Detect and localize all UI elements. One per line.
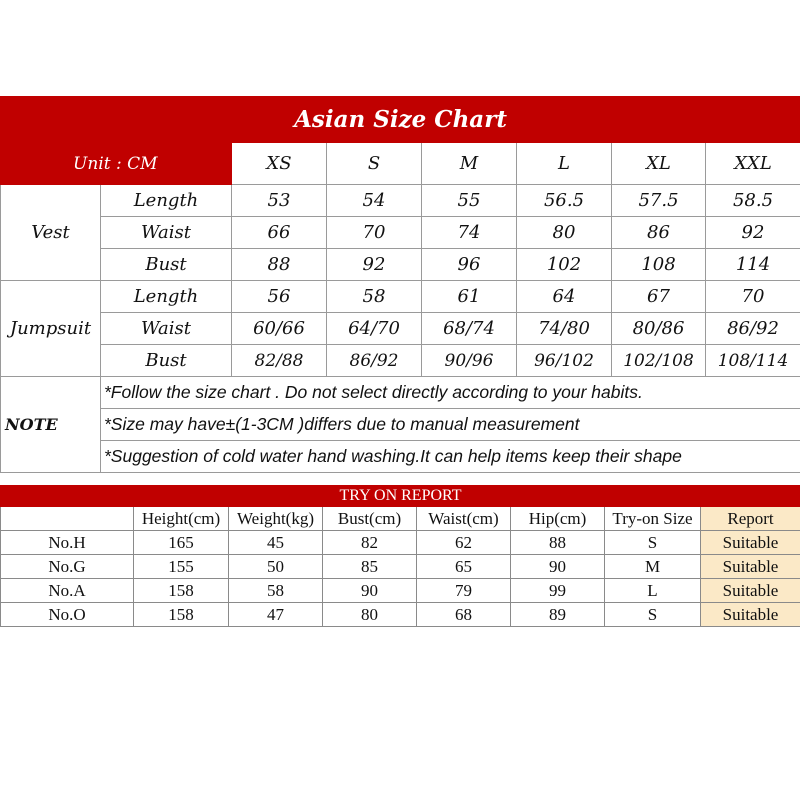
- size-value: 82/88: [232, 345, 327, 377]
- size-value: 74: [422, 217, 517, 249]
- size-value: 92: [706, 217, 800, 249]
- report-header-row: [1, 507, 800, 531]
- size-value: 56: [232, 281, 327, 313]
- size-value: 108/114: [706, 345, 800, 377]
- report-cell: 165: [134, 531, 229, 555]
- report-status: Suitable: [701, 579, 800, 603]
- size-value: 86/92: [706, 313, 800, 345]
- report-cell: 90: [511, 555, 605, 579]
- report-cell: 85: [323, 555, 417, 579]
- size-value: 67: [612, 281, 706, 313]
- report-cell: 155: [134, 555, 229, 579]
- size-value: 90/96: [422, 345, 517, 377]
- size-value: 54: [327, 185, 422, 217]
- jumpsuit-waist-row: [1, 313, 800, 345]
- report-header: Hip(cm): [511, 507, 605, 531]
- report-header: Waist(cm): [417, 507, 511, 531]
- size-value: 64: [517, 281, 612, 313]
- report-header: [1, 507, 134, 531]
- note-line: *Size may have±(1-3CM )differs due to manual measurement: [101, 409, 800, 441]
- size-value: 102/108: [612, 345, 706, 377]
- model-id: No.H: [1, 531, 134, 555]
- size-value: 86: [612, 217, 706, 249]
- asian-size-chart: [0, 96, 800, 473]
- report-cell: 47: [229, 603, 323, 627]
- note-row: [1, 441, 800, 473]
- size-value: 80/86: [612, 313, 706, 345]
- measure-label: Waist: [101, 313, 232, 345]
- report-header: Weight(kg): [229, 507, 323, 531]
- report-cell: 89: [511, 603, 605, 627]
- size-value: 70: [706, 281, 800, 313]
- report-cell: 79: [417, 579, 511, 603]
- report-header: Report: [701, 507, 800, 531]
- jumpsuit-length-row: [1, 281, 800, 313]
- size-value: 92: [327, 249, 422, 281]
- note-line: *Follow the size chart . Do not select directly according to your habits.: [101, 377, 800, 409]
- size-header: XS: [232, 143, 327, 185]
- model-id: No.A: [1, 579, 134, 603]
- size-value: 70: [327, 217, 422, 249]
- size-value: 74/80: [517, 313, 612, 345]
- size-value: 96: [422, 249, 517, 281]
- size-header-row: [1, 143, 800, 185]
- size-value: 57.5: [612, 185, 706, 217]
- report-cell: L: [605, 579, 701, 603]
- try-on-report-table: [0, 485, 800, 627]
- size-header: XXL: [706, 143, 800, 185]
- report-status: Suitable: [701, 531, 800, 555]
- model-id: No.G: [1, 555, 134, 579]
- vest-length-row: [1, 185, 800, 217]
- size-header: S: [327, 143, 422, 185]
- vest-bust-row: [1, 249, 800, 281]
- note-label: NOTE: [1, 377, 101, 473]
- measure-label: Length: [101, 281, 232, 313]
- report-header: Height(cm): [134, 507, 229, 531]
- measure-label: Waist: [101, 217, 232, 249]
- report-cell: 65: [417, 555, 511, 579]
- measure-label: Length: [101, 185, 232, 217]
- size-value: 56.5: [517, 185, 612, 217]
- table-row: [1, 555, 800, 579]
- note-line: *Suggestion of cold water hand washing.It can help items keep their shape: [101, 441, 800, 473]
- measure-label: Bust: [101, 345, 232, 377]
- report-cell: 99: [511, 579, 605, 603]
- size-value: 80: [517, 217, 612, 249]
- size-value: 58.5: [706, 185, 800, 217]
- size-value: 60/66: [232, 313, 327, 345]
- size-chart-title: Asian Size Chart: [1, 97, 800, 143]
- unit-label: Unit : CM: [1, 143, 232, 185]
- jumpsuit-bust-row: [1, 345, 800, 377]
- note-row: [1, 377, 800, 409]
- size-value: 96/102: [517, 345, 612, 377]
- report-cell: 82: [323, 531, 417, 555]
- table-row: [1, 531, 800, 555]
- vest-group-label: Vest: [1, 185, 101, 281]
- report-cell: 62: [417, 531, 511, 555]
- report-cell: 158: [134, 579, 229, 603]
- report-cell: 80: [323, 603, 417, 627]
- report-cell: 58: [229, 579, 323, 603]
- measure-label: Bust: [101, 249, 232, 281]
- report-cell: S: [605, 603, 701, 627]
- report-cell: S: [605, 531, 701, 555]
- report-cell: 68: [417, 603, 511, 627]
- table-row: [1, 603, 800, 627]
- size-value: 88: [232, 249, 327, 281]
- size-value: 108: [612, 249, 706, 281]
- size-header: L: [517, 143, 612, 185]
- size-value: 114: [706, 249, 800, 281]
- jumpsuit-group-label: Jumpsuit: [1, 281, 101, 377]
- report-cell: 50: [229, 555, 323, 579]
- report-header: Try-on Size: [605, 507, 701, 531]
- report-cell: 88: [511, 531, 605, 555]
- size-value: 68/74: [422, 313, 517, 345]
- size-value: 61: [422, 281, 517, 313]
- size-value: 64/70: [327, 313, 422, 345]
- report-cell: M: [605, 555, 701, 579]
- report-cell: 158: [134, 603, 229, 627]
- size-value: 53: [232, 185, 327, 217]
- size-value: 55: [422, 185, 517, 217]
- size-value: 58: [327, 281, 422, 313]
- vest-waist-row: [1, 217, 800, 249]
- size-value: 66: [232, 217, 327, 249]
- report-cell: 45: [229, 531, 323, 555]
- report-header: Bust(cm): [323, 507, 417, 531]
- report-status: Suitable: [701, 603, 800, 627]
- report-status: Suitable: [701, 555, 800, 579]
- size-value: 102: [517, 249, 612, 281]
- table-row: [1, 579, 800, 603]
- try-on-report-title: TRY ON REPORT: [1, 486, 800, 507]
- size-value: 86/92: [327, 345, 422, 377]
- size-header: XL: [612, 143, 706, 185]
- size-header: M: [422, 143, 517, 185]
- report-cell: 90: [323, 579, 417, 603]
- model-id: No.O: [1, 603, 134, 627]
- note-row: [1, 409, 800, 441]
